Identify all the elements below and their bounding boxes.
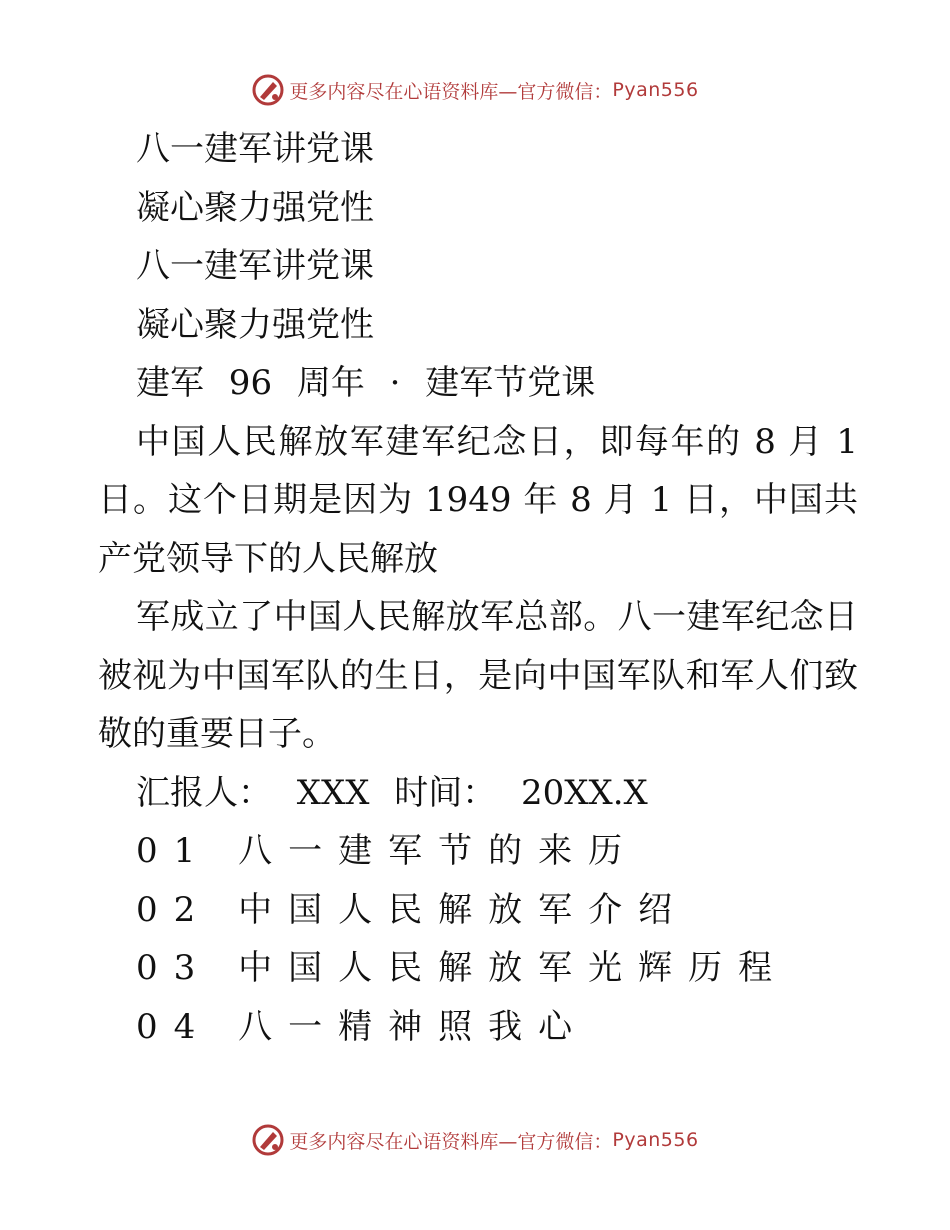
title-line-4: 凝心聚力强党性 bbox=[136, 304, 374, 345]
watermark-header bbox=[0, 70, 950, 110]
paragraph-2-line-1: 军成立了中国人民解放军总部。八一建军纪念日 bbox=[136, 597, 858, 637]
watermark-id: Pyan556 bbox=[612, 1129, 699, 1151]
watermark-text: 更多内容尽在心语资料库—官方微信： bbox=[289, 80, 613, 103]
logo-icon bbox=[251, 73, 285, 107]
paragraph-2-line-3: 敬的重要日子。 bbox=[98, 714, 336, 754]
paragraph-1-line-2: 日。这个日期是因为 1949 年 8 月 1 日，中国共 bbox=[98, 480, 858, 520]
watermark-text: 更多内容尽在心语资料库—官方微信： bbox=[289, 1130, 613, 1153]
toc-item-4: 04 八一精神照我心 bbox=[136, 1006, 589, 1047]
paragraph-1-line-3: 产党领导下的人民解放 bbox=[98, 538, 438, 579]
watermark-footer bbox=[0, 1120, 950, 1160]
reporter-line: 汇报人： XXX 时间： 20XX.X bbox=[136, 772, 648, 813]
toc-item-2: 02 中国人民解放军介绍 bbox=[136, 889, 689, 930]
title-line-2: 凝心聚力强党性 bbox=[136, 187, 374, 228]
paragraph-2-line-2: 被视为中国军队的生日，是向中国军队和军人们致 bbox=[98, 655, 858, 696]
document-body bbox=[98, 120, 858, 1056]
toc-item-3: 03 中国人民解放军光辉历程 bbox=[136, 948, 789, 988]
title-line-3: 八一建军讲党课 bbox=[136, 246, 374, 286]
title-line-1: 八一建军讲党课 bbox=[136, 129, 374, 169]
watermark-id: Pyan556 bbox=[612, 79, 699, 101]
toc-item-1: 01 八一建军节的来历 bbox=[136, 831, 639, 871]
paragraph-1-line-1: 中国人民解放军建军纪念日，即每年的 8 月 1 bbox=[136, 421, 858, 462]
subtitle-line: 建军 96 周年 · 建军节党课 bbox=[136, 363, 596, 403]
logo-icon bbox=[251, 1123, 285, 1157]
